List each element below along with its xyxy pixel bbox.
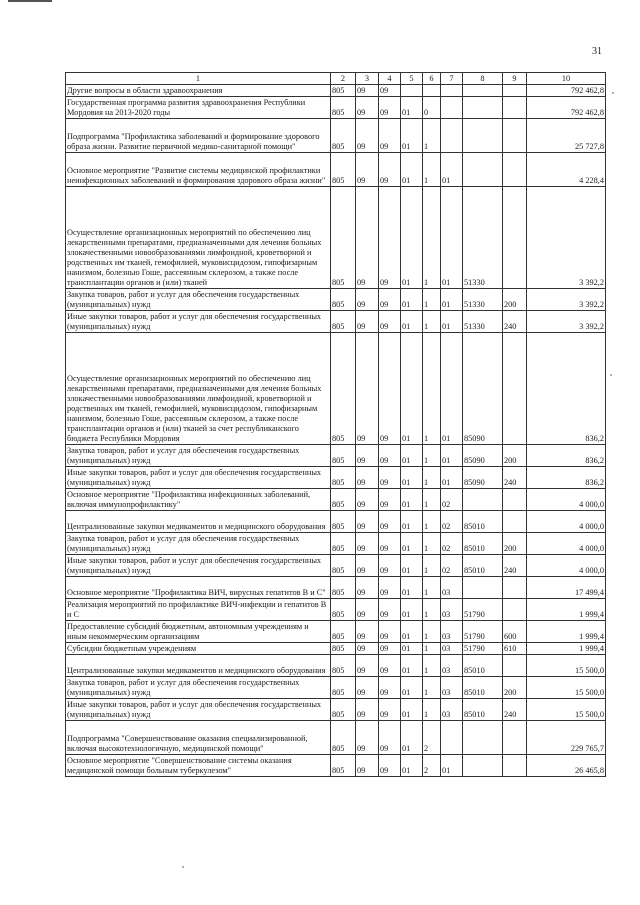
row-code-cell: 01 bbox=[401, 289, 423, 311]
row-code-cell: 85090 bbox=[463, 333, 503, 445]
row-code-cell: 01 bbox=[401, 97, 423, 119]
row-code-cell: 09 bbox=[356, 699, 379, 721]
row-code-cell: 805 bbox=[331, 577, 356, 599]
table-body bbox=[66, 85, 606, 777]
row-code-cell: 09 bbox=[356, 643, 379, 655]
row-code-cell: 805 bbox=[331, 643, 356, 655]
table-row bbox=[66, 467, 606, 489]
row-code-cell bbox=[503, 119, 527, 153]
row-name-cell: Субсидии бюджетным учреждениям bbox=[66, 643, 331, 655]
row-code-cell: 02 bbox=[441, 555, 463, 577]
scan-speck bbox=[610, 374, 612, 376]
row-amount-cell: 4 000,0 bbox=[527, 533, 606, 555]
row-code-cell: 1 bbox=[423, 555, 441, 577]
scan-speck bbox=[182, 866, 184, 868]
table-row bbox=[66, 599, 606, 621]
row-name-cell: Закупка товаров, работ и услуг для обеспечения государственных (муниципальных) нужд bbox=[66, 445, 331, 467]
row-code-cell: 805 bbox=[331, 655, 356, 677]
row-name-cell: Государственная программа развития здравоохранения Республики Мордовия на 2013-2020 годы bbox=[66, 97, 331, 119]
row-code-cell bbox=[503, 153, 527, 187]
row-code-cell: 01 bbox=[401, 467, 423, 489]
row-code-cell: 09 bbox=[356, 85, 379, 97]
row-code-cell: 01 bbox=[401, 643, 423, 655]
table-row bbox=[66, 445, 606, 467]
row-amount-cell: 15 500,0 bbox=[527, 655, 606, 677]
row-code-cell: 805 bbox=[331, 467, 356, 489]
row-code-cell: 01 bbox=[401, 599, 423, 621]
row-code-cell: 01 bbox=[401, 153, 423, 187]
row-code-cell: 01 bbox=[441, 311, 463, 333]
row-code-cell bbox=[463, 489, 503, 511]
column-header-6: 6 bbox=[423, 73, 441, 85]
row-code-cell bbox=[503, 655, 527, 677]
row-code-cell: 09 bbox=[379, 289, 401, 311]
row-amount-cell: 3 392,2 bbox=[527, 311, 606, 333]
row-name-cell: Подпрограмма "Совершенствование оказания специализированной, включая высокотехнологичную, медицинской помощи" bbox=[66, 721, 331, 755]
row-code-cell: 01 bbox=[401, 721, 423, 755]
row-code-cell bbox=[503, 755, 527, 777]
row-code-cell: 09 bbox=[356, 533, 379, 555]
column-header-5: 5 bbox=[401, 73, 423, 85]
row-code-cell: 85090 bbox=[463, 445, 503, 467]
row-code-cell: 805 bbox=[331, 555, 356, 577]
row-code-cell: 805 bbox=[331, 511, 356, 533]
row-code-cell: 805 bbox=[331, 489, 356, 511]
row-code-cell: 01 bbox=[441, 187, 463, 289]
row-code-cell: 09 bbox=[356, 153, 379, 187]
row-code-cell: 1 bbox=[423, 153, 441, 187]
column-header-2: 2 bbox=[331, 73, 356, 85]
row-name-cell: Другие вопросы в области здравоохранения bbox=[66, 85, 331, 97]
row-code-cell bbox=[503, 511, 527, 533]
row-code-cell: 1 bbox=[423, 621, 441, 643]
row-code-cell: 09 bbox=[356, 311, 379, 333]
row-code-cell: 805 bbox=[331, 699, 356, 721]
row-code-cell bbox=[503, 599, 527, 621]
row-name-cell: Закупка товаров, работ и услуг для обеспечения государственных (муниципальных) нужд bbox=[66, 677, 331, 699]
row-amount-cell: 1 999,4 bbox=[527, 621, 606, 643]
table-row bbox=[66, 699, 606, 721]
table-row bbox=[66, 311, 606, 333]
row-name-cell: Осуществление организационных мероприятий по обеспечению лиц лекарственными препаратами, предназначенными для лечения больных злокачественными новообразованиями лимфоидной, кроветворной и родственных им тканей, гемофилией, муковисцидозом, гипофизарным нанизмом, болезнью Гоше, рассеянным склерозом, а также после трансплантации органов и (или) тканей за счет республиканского бюджета Республики Мордовия bbox=[66, 333, 331, 445]
row-code-cell: 09 bbox=[379, 533, 401, 555]
row-code-cell: 03 bbox=[441, 577, 463, 599]
row-amount-cell: 792 462,8 bbox=[527, 97, 606, 119]
table-row bbox=[66, 577, 606, 599]
row-code-cell: 01 bbox=[401, 333, 423, 445]
row-code-cell bbox=[503, 333, 527, 445]
row-amount-cell: 836,2 bbox=[527, 333, 606, 445]
row-code-cell: 09 bbox=[379, 153, 401, 187]
row-code-cell: 805 bbox=[331, 533, 356, 555]
row-code-cell: 1 bbox=[423, 187, 441, 289]
row-code-cell: 200 bbox=[503, 289, 527, 311]
row-code-cell: 02 bbox=[441, 489, 463, 511]
row-name-cell: Подпрограмма "Профилактика заболеваний и формирование здорового образа жизни. Развитие первичной медико-санитарной помощи" bbox=[66, 119, 331, 153]
row-code-cell: 0 bbox=[423, 97, 441, 119]
row-code-cell: 01 bbox=[401, 489, 423, 511]
row-code-cell: 01 bbox=[441, 755, 463, 777]
row-code-cell: 51330 bbox=[463, 289, 503, 311]
row-code-cell bbox=[441, 85, 463, 97]
row-code-cell: 805 bbox=[331, 311, 356, 333]
row-amount-cell: 836,2 bbox=[527, 467, 606, 489]
row-code-cell: 01 bbox=[401, 311, 423, 333]
table-row bbox=[66, 755, 606, 777]
row-code-cell: 09 bbox=[379, 555, 401, 577]
budget-table bbox=[65, 72, 606, 777]
column-header-4: 4 bbox=[379, 73, 401, 85]
row-amount-cell: 4 000,0 bbox=[527, 555, 606, 577]
row-code-cell: 1 bbox=[423, 311, 441, 333]
row-code-cell: 01 bbox=[401, 187, 423, 289]
row-code-cell: 09 bbox=[379, 599, 401, 621]
row-code-cell: 600 bbox=[503, 621, 527, 643]
column-header-10: 10 bbox=[527, 73, 606, 85]
row-code-cell: 09 bbox=[379, 755, 401, 777]
row-code-cell: 01 bbox=[401, 577, 423, 599]
row-code-cell: 805 bbox=[331, 119, 356, 153]
row-code-cell: 805 bbox=[331, 755, 356, 777]
table-row bbox=[66, 187, 606, 289]
row-code-cell: 03 bbox=[441, 655, 463, 677]
row-amount-cell: 17 499,4 bbox=[527, 577, 606, 599]
row-code-cell: 1 bbox=[423, 577, 441, 599]
table-row bbox=[66, 721, 606, 755]
scan-corner-mark bbox=[8, 0, 52, 2]
row-code-cell: 09 bbox=[356, 289, 379, 311]
row-code-cell: 805 bbox=[331, 333, 356, 445]
table-row bbox=[66, 555, 606, 577]
row-amount-cell: 15 500,0 bbox=[527, 699, 606, 721]
row-code-cell: 09 bbox=[379, 677, 401, 699]
row-name-cell: Централизованные закупки медикаментов и медицинского оборудования bbox=[66, 655, 331, 677]
column-header-8: 8 bbox=[463, 73, 503, 85]
row-code-cell: 09 bbox=[379, 621, 401, 643]
row-code-cell: 51790 bbox=[463, 621, 503, 643]
row-name-cell: Основное мероприятие "Совершенствование системы оказания медицинской помощи больным туберкулезом" bbox=[66, 755, 331, 777]
row-code-cell: 200 bbox=[503, 533, 527, 555]
row-code-cell: 1 bbox=[423, 445, 441, 467]
table-row bbox=[66, 489, 606, 511]
row-code-cell: 2 bbox=[423, 721, 441, 755]
row-code-cell: 03 bbox=[441, 599, 463, 621]
row-code-cell bbox=[463, 755, 503, 777]
row-name-cell: Закупка товаров, работ и услуг для обеспечения государственных (муниципальных) нужд bbox=[66, 289, 331, 311]
row-code-cell: 1 bbox=[423, 119, 441, 153]
table-row bbox=[66, 153, 606, 187]
row-code-cell: 02 bbox=[441, 533, 463, 555]
row-code-cell: 09 bbox=[379, 489, 401, 511]
row-code-cell: 1 bbox=[423, 333, 441, 445]
row-code-cell: 85090 bbox=[463, 467, 503, 489]
row-code-cell bbox=[463, 97, 503, 119]
row-code-cell: 09 bbox=[379, 467, 401, 489]
row-code-cell: 09 bbox=[379, 85, 401, 97]
row-code-cell: 09 bbox=[379, 311, 401, 333]
row-code-cell: 51790 bbox=[463, 643, 503, 655]
row-code-cell: 01 bbox=[401, 755, 423, 777]
row-code-cell: 01 bbox=[441, 153, 463, 187]
row-code-cell bbox=[463, 721, 503, 755]
row-code-cell: 200 bbox=[503, 677, 527, 699]
row-code-cell: 09 bbox=[356, 97, 379, 119]
row-amount-cell: 229 765,7 bbox=[527, 721, 606, 755]
scan-speck bbox=[612, 92, 614, 94]
row-code-cell bbox=[503, 97, 527, 119]
row-code-cell: 09 bbox=[356, 445, 379, 467]
row-code-cell bbox=[463, 119, 503, 153]
row-code-cell: 85010 bbox=[463, 677, 503, 699]
column-header-1: 1 bbox=[66, 73, 331, 85]
row-name-cell: Иные закупки товаров, работ и услуг для обеспечения государственных (муниципальных) нужд bbox=[66, 699, 331, 721]
row-code-cell: 1 bbox=[423, 599, 441, 621]
row-code-cell: 805 bbox=[331, 599, 356, 621]
row-code-cell: 09 bbox=[356, 655, 379, 677]
row-code-cell: 09 bbox=[379, 511, 401, 533]
row-code-cell: 85010 bbox=[463, 699, 503, 721]
row-code-cell: 2 bbox=[423, 755, 441, 777]
row-name-cell: Иные закупки товаров, работ и услуг для обеспечения государственных (муниципальных) нужд bbox=[66, 467, 331, 489]
row-amount-cell: 15 500,0 bbox=[527, 677, 606, 699]
row-code-cell bbox=[441, 119, 463, 153]
row-amount-cell: 4 000,0 bbox=[527, 489, 606, 511]
row-code-cell: 03 bbox=[441, 699, 463, 721]
row-code-cell: 01 bbox=[401, 511, 423, 533]
row-code-cell: 1 bbox=[423, 511, 441, 533]
row-code-cell: 09 bbox=[356, 721, 379, 755]
row-code-cell: 805 bbox=[331, 289, 356, 311]
row-code-cell: 1 bbox=[423, 655, 441, 677]
row-code-cell bbox=[503, 489, 527, 511]
column-header-9: 9 bbox=[503, 73, 527, 85]
row-code-cell: 1 bbox=[423, 289, 441, 311]
row-code-cell: 09 bbox=[356, 621, 379, 643]
row-code-cell: 09 bbox=[356, 755, 379, 777]
row-code-cell: 01 bbox=[401, 677, 423, 699]
row-code-cell: 51330 bbox=[463, 311, 503, 333]
row-code-cell bbox=[463, 85, 503, 97]
row-code-cell bbox=[463, 153, 503, 187]
page-number: 31 bbox=[592, 46, 602, 57]
row-code-cell: 09 bbox=[356, 677, 379, 699]
table-row bbox=[66, 85, 606, 97]
table-row bbox=[66, 333, 606, 445]
table-row bbox=[66, 655, 606, 677]
table-row bbox=[66, 97, 606, 119]
row-code-cell: 09 bbox=[379, 721, 401, 755]
row-code-cell: 01 bbox=[441, 333, 463, 445]
row-code-cell: 09 bbox=[356, 119, 379, 153]
row-code-cell: 01 bbox=[441, 445, 463, 467]
row-name-cell: Предоставление субсидий бюджетным, автономным учреждениям и иным некоммерческим организациям bbox=[66, 621, 331, 643]
row-code-cell: 240 bbox=[503, 699, 527, 721]
row-code-cell: 09 bbox=[356, 599, 379, 621]
row-code-cell: 85010 bbox=[463, 533, 503, 555]
row-code-cell: 240 bbox=[503, 467, 527, 489]
table-row bbox=[66, 533, 606, 555]
row-amount-cell: 3 392,2 bbox=[527, 289, 606, 311]
row-code-cell: 01 bbox=[441, 289, 463, 311]
row-code-cell: 09 bbox=[356, 577, 379, 599]
row-code-cell: 85010 bbox=[463, 555, 503, 577]
row-code-cell bbox=[503, 721, 527, 755]
row-code-cell: 240 bbox=[503, 311, 527, 333]
row-code-cell: 200 bbox=[503, 445, 527, 467]
row-code-cell bbox=[423, 85, 441, 97]
row-code-cell: 51790 bbox=[463, 599, 503, 621]
row-code-cell: 09 bbox=[356, 467, 379, 489]
row-code-cell: 09 bbox=[356, 333, 379, 445]
row-code-cell: 1 bbox=[423, 677, 441, 699]
row-code-cell: 85010 bbox=[463, 655, 503, 677]
row-code-cell bbox=[441, 721, 463, 755]
row-code-cell: 805 bbox=[331, 445, 356, 467]
row-code-cell: 09 bbox=[379, 643, 401, 655]
row-name-cell: Иные закупки товаров, работ и услуг для обеспечения государственных (муниципальных) нужд bbox=[66, 311, 331, 333]
row-code-cell: 09 bbox=[379, 655, 401, 677]
row-name-cell: Централизованные закупки медикаментов и медицинского оборудования bbox=[66, 511, 331, 533]
row-amount-cell: 792 462,8 bbox=[527, 85, 606, 97]
row-code-cell: 09 bbox=[356, 489, 379, 511]
row-code-cell: 09 bbox=[356, 511, 379, 533]
table-row bbox=[66, 289, 606, 311]
row-amount-cell: 3 392,2 bbox=[527, 187, 606, 289]
row-code-cell: 09 bbox=[356, 555, 379, 577]
row-code-cell: 03 bbox=[441, 643, 463, 655]
row-code-cell: 02 bbox=[441, 511, 463, 533]
row-name-cell: Иные закупки товаров, работ и услуг для обеспечения государственных (муниципальных) нужд bbox=[66, 555, 331, 577]
row-code-cell: 01 bbox=[401, 655, 423, 677]
row-name-cell: Реализация мероприятий по профилактике ВИЧ-инфекции и гепатитов В и С bbox=[66, 599, 331, 621]
row-code-cell: 1 bbox=[423, 489, 441, 511]
row-code-cell: 01 bbox=[401, 533, 423, 555]
row-code-cell bbox=[503, 85, 527, 97]
row-amount-cell: 25 727,8 bbox=[527, 119, 606, 153]
row-amount-cell: 1 999,4 bbox=[527, 643, 606, 655]
row-code-cell: 01 bbox=[401, 555, 423, 577]
row-code-cell: 03 bbox=[441, 677, 463, 699]
row-code-cell: 805 bbox=[331, 621, 356, 643]
row-code-cell: 09 bbox=[379, 333, 401, 445]
row-amount-cell: 26 465,8 bbox=[527, 755, 606, 777]
row-code-cell: 01 bbox=[401, 621, 423, 643]
table-header-row bbox=[66, 73, 606, 85]
row-code-cell: 01 bbox=[441, 467, 463, 489]
row-code-cell: 01 bbox=[401, 445, 423, 467]
row-name-cell: Основное мероприятие "Профилактика инфекционных заболеваний, включая иммунопрофилактику" bbox=[66, 489, 331, 511]
row-code-cell: 1 bbox=[423, 467, 441, 489]
row-code-cell: 09 bbox=[356, 187, 379, 289]
row-name-cell: Основное мероприятие "Профилактика ВИЧ, вирусных гепатитов В и С" bbox=[66, 577, 331, 599]
table-row bbox=[66, 643, 606, 655]
row-code-cell: 01 bbox=[401, 699, 423, 721]
row-amount-cell: 836,2 bbox=[527, 445, 606, 467]
row-name-cell: Осуществление организационных мероприятий по обеспечению лиц лекарственными препаратами, предназначенными для лечения больных злокачественными новообразованиями лимфоидной, кроветворной и родственных им тканей, гемофилией, муковисцидозом, гипофизарным нанизмом, болезнью Гоше, рассеянным склерозом, а также после трансплантации органов и (или) тканей bbox=[66, 187, 331, 289]
column-header-3: 3 bbox=[356, 73, 379, 85]
row-code-cell: 240 bbox=[503, 555, 527, 577]
row-code-cell: 01 bbox=[401, 119, 423, 153]
row-code-cell: 805 bbox=[331, 85, 356, 97]
row-code-cell: 51330 bbox=[463, 187, 503, 289]
row-code-cell: 805 bbox=[331, 97, 356, 119]
row-amount-cell: 4 000,0 bbox=[527, 511, 606, 533]
row-code-cell bbox=[463, 577, 503, 599]
row-code-cell: 805 bbox=[331, 677, 356, 699]
row-code-cell: 09 bbox=[379, 187, 401, 289]
row-code-cell: 805 bbox=[331, 153, 356, 187]
row-code-cell bbox=[441, 97, 463, 119]
row-code-cell: 1 bbox=[423, 643, 441, 655]
table-row bbox=[66, 119, 606, 153]
row-code-cell: 03 bbox=[441, 621, 463, 643]
row-name-cell: Основное мероприятие "Развитие системы медицинской профилактики неинфекционных заболеваний и формирования здорового образа жизни" bbox=[66, 153, 331, 187]
row-code-cell: 09 bbox=[379, 445, 401, 467]
row-code-cell: 1 bbox=[423, 533, 441, 555]
row-name-cell: Закупка товаров, работ и услуг для обеспечения государственных (муниципальных) нужд bbox=[66, 533, 331, 555]
row-code-cell: 805 bbox=[331, 187, 356, 289]
row-code-cell: 09 bbox=[379, 97, 401, 119]
table-row bbox=[66, 677, 606, 699]
row-code-cell: 09 bbox=[379, 119, 401, 153]
row-code-cell: 805 bbox=[331, 721, 356, 755]
row-code-cell bbox=[503, 577, 527, 599]
row-amount-cell: 4 228,4 bbox=[527, 153, 606, 187]
row-amount-cell: 1 999,4 bbox=[527, 599, 606, 621]
row-code-cell: 09 bbox=[379, 699, 401, 721]
table-row bbox=[66, 511, 606, 533]
row-code-cell: 85010 bbox=[463, 511, 503, 533]
row-code-cell: 09 bbox=[379, 577, 401, 599]
table-row bbox=[66, 621, 606, 643]
row-code-cell bbox=[401, 85, 423, 97]
row-code-cell: 1 bbox=[423, 699, 441, 721]
row-code-cell: 610 bbox=[503, 643, 527, 655]
row-code-cell bbox=[503, 187, 527, 289]
column-header-7: 7 bbox=[441, 73, 463, 85]
